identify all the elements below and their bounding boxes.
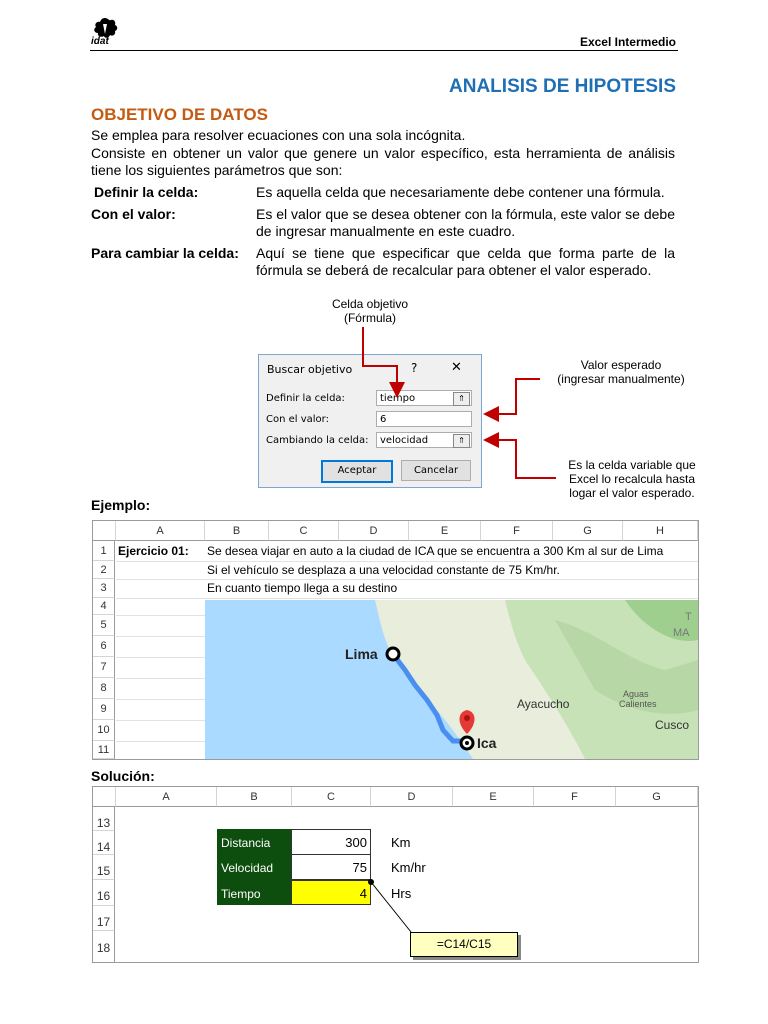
column-header[interactable]: G: [553, 521, 623, 541]
callout-variable: [556, 458, 708, 500]
exercise-line-3[interactable]: En cuanto tiempo llega a su destino: [207, 581, 398, 595]
set-cell-input[interactable]: [376, 390, 472, 406]
set-cell-value: tiempo: [380, 393, 416, 404]
map-label-cusco: Cusco: [655, 718, 690, 732]
column-header[interactable]: A: [116, 787, 217, 807]
unit-kmhr[interactable]: Km/hr: [391, 860, 426, 875]
callout-variable-line-1: Es la celda variable que: [568, 458, 696, 472]
formula-comment[interactable]: =C14/C15: [410, 932, 518, 957]
collapse-icon[interactable]: ⇑: [453, 434, 470, 448]
column-header[interactable]: D: [371, 787, 453, 807]
column-header[interactable]: F: [534, 787, 616, 807]
callout-variable-line-3: logar el valor esperado.: [569, 486, 695, 500]
to-value-value: 6: [380, 414, 387, 425]
changing-cell-input[interactable]: [376, 432, 472, 448]
row-header[interactable]: 13: [93, 807, 115, 831]
help-icon[interactable]: ?: [411, 361, 418, 375]
exercise-line-2[interactable]: Si el vehículo se desplaza a una velocidad constante de 75 Km/hr.: [207, 563, 560, 577]
row-header[interactable]: 3: [93, 579, 115, 598]
changing-cell-label: Cambiando la celda:: [266, 435, 369, 446]
param-desc-2: Es el valor que se desea obtener con la fórmula, este valor se debe de ingresar manualmente en este cuadro.: [256, 206, 675, 239]
column-header[interactable]: G: [616, 787, 698, 807]
callout-target: [310, 297, 430, 325]
map-label-lima: Lima: [345, 646, 378, 662]
map-label-ayacucho: Ayacucho: [517, 697, 570, 711]
corner-cell: [93, 787, 116, 807]
param-term-3: Para cambiar la celda:: [91, 245, 239, 261]
param-term-2: Con el valor:: [91, 206, 176, 222]
example-spreadsheet: [92, 520, 699, 760]
row-header[interactable]: 18: [93, 931, 115, 962]
label-tiempo[interactable]: Tiempo: [221, 887, 261, 901]
map-label-t: T: [685, 611, 692, 623]
close-icon[interactable]: ✕: [451, 360, 462, 375]
map-label-calientes: Calientes: [619, 699, 657, 709]
label-distancia[interactable]: Distancia: [221, 836, 271, 850]
goal-seek-dialog: [258, 354, 482, 488]
exercise-label[interactable]: Ejercicio 01:: [118, 544, 189, 558]
column-header[interactable]: B: [217, 787, 292, 807]
logo-text: idat: [91, 36, 109, 47]
map-label-aguas: Aguas: [623, 689, 649, 699]
row-header[interactable]: 17: [93, 906, 115, 931]
unit-hrs[interactable]: Hrs: [391, 886, 412, 901]
row-header[interactable]: 8: [93, 678, 115, 699]
map-label-ica: Ica: [477, 735, 497, 751]
section-title: OBJETIVO DE DATOS: [91, 105, 268, 124]
set-cell-label: Definir la celda:: [266, 393, 345, 404]
row-header[interactable]: 9: [93, 699, 115, 720]
to-value-label: Con el valor:: [266, 414, 329, 425]
label-velocidad[interactable]: Velocidad: [221, 861, 274, 875]
solution-label: Solución:: [91, 768, 155, 784]
arrow-expected: [487, 379, 540, 414]
callout-expected: [544, 358, 698, 386]
example-label: Ejemplo:: [91, 497, 151, 513]
param-term-1: Definir la celda:: [94, 184, 199, 200]
callout-expected-line-2: (ingresar manualmente): [557, 372, 685, 386]
callout-variable-line-2: Excel lo recalcula hasta: [568, 472, 696, 486]
arrow-variable: [487, 440, 556, 478]
value-velocidad[interactable]: 75: [352, 860, 367, 875]
callout-target-line-1: Celda objetivo: [331, 297, 409, 311]
unit-km[interactable]: Km: [391, 835, 411, 850]
row-header[interactable]: 2: [93, 561, 115, 579]
value-tiempo[interactable]: 4: [359, 886, 367, 901]
exercise-line-1[interactable]: Se desea viajar en auto a la ciudad de ICA que se encuentra a 300 Km al sur de Lima: [207, 544, 664, 558]
row-header[interactable]: 6: [93, 636, 115, 657]
row-header[interactable]: 10: [93, 720, 115, 741]
column-header[interactable]: H: [623, 521, 698, 541]
param-desc-3: Aquí se tiene que especificar que celda que forma parte de la fórmula se deberá de recalcular para obtener el valor esperado.: [256, 245, 675, 278]
collapse-icon[interactable]: ⇑: [453, 392, 470, 406]
header-divider: [90, 50, 678, 51]
cancel-button[interactable]: Cancelar: [401, 460, 471, 481]
column-header[interactable]: A: [116, 521, 205, 541]
callout-expected-line-1: Valor esperado: [580, 358, 662, 372]
row-header[interactable]: 7: [93, 657, 115, 678]
intro-line-2: Consiste en obtener un valor que genere un valor específico, esta herramienta de análisis tiene los siguientes parámetros que son:: [91, 145, 675, 178]
changing-cell-value: velocidad: [380, 435, 429, 446]
route-map[interactable]: [205, 600, 698, 759]
param-desc-1: Es aquella celda que necesariamente debe contener una fórmula.: [256, 184, 665, 200]
column-header[interactable]: E: [453, 787, 534, 807]
map-label-ma: MA: [673, 627, 690, 639]
column-header[interactable]: C: [269, 521, 339, 541]
solution-spreadsheet: [92, 786, 699, 963]
intro-line-1: Se emplea para resolver ecuaciones con una sola incógnita.: [91, 127, 466, 143]
column-header[interactable]: B: [205, 521, 269, 541]
row-header[interactable]: 16: [93, 880, 115, 906]
column-header[interactable]: F: [481, 521, 553, 541]
column-header[interactable]: C: [292, 787, 371, 807]
course-name: Excel Intermedio: [579, 35, 676, 49]
column-header[interactable]: D: [339, 521, 409, 541]
row-header[interactable]: 4: [93, 598, 115, 615]
row-header[interactable]: 15: [93, 855, 115, 880]
callout-target-line-2: (Fórmula): [343, 311, 396, 325]
corner-cell: [93, 521, 116, 541]
ok-button[interactable]: Aceptar: [321, 460, 393, 483]
column-header[interactable]: E: [409, 521, 481, 541]
row-header[interactable]: 11: [93, 741, 115, 759]
page-title: ANALISIS DE HIPOTESIS: [449, 76, 676, 97]
row-header[interactable]: 1: [93, 541, 115, 561]
lima-marker[interactable]: [387, 648, 399, 660]
row-header[interactable]: 5: [93, 615, 115, 636]
value-distancia[interactable]: 300: [345, 835, 367, 850]
dialog-title: Buscar objetivo: [267, 363, 353, 376]
row-header[interactable]: 14: [93, 831, 115, 855]
to-value-input[interactable]: [376, 411, 472, 427]
